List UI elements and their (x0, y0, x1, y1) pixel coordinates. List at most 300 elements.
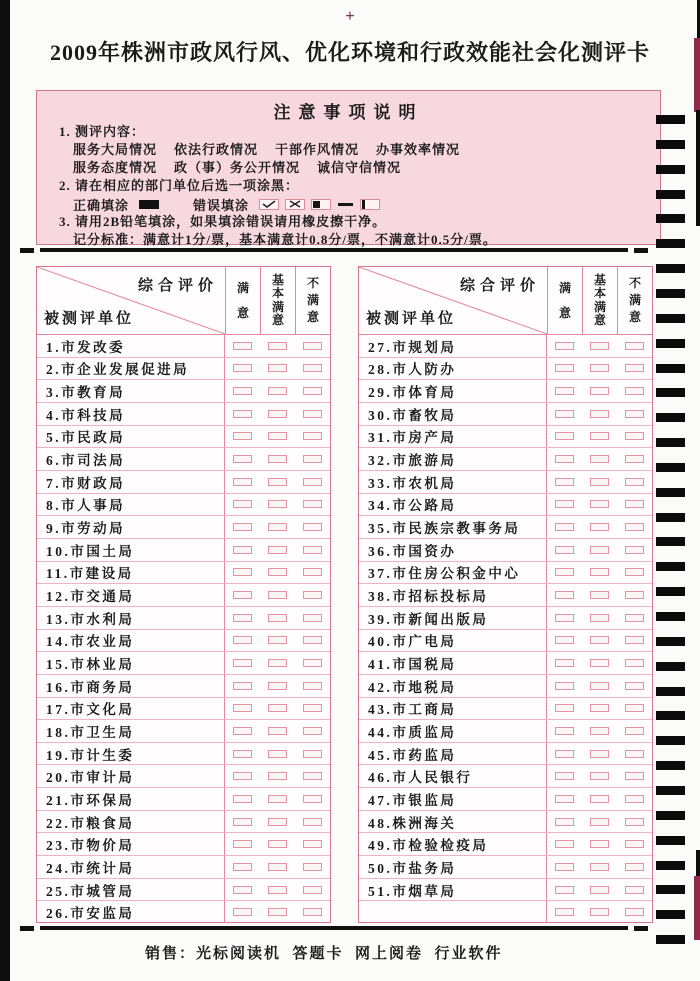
bubble-basic-satisfied[interactable] (268, 523, 287, 531)
bubble-unsatisfied[interactable] (303, 523, 322, 531)
unit-name: 2.市企业发展促进局 (37, 358, 225, 380)
bubble-basic-satisfied[interactable] (268, 863, 287, 871)
rating-cell (225, 584, 260, 606)
bubble-basic-satisfied[interactable] (590, 455, 609, 463)
column-header-label: 基本满意 (271, 272, 284, 327)
table-row (359, 515, 652, 538)
rating-cell (295, 562, 330, 584)
bubble-unsatisfied[interactable] (625, 500, 644, 508)
unit-name: 22.市粮食局 (37, 811, 225, 833)
unit-name: 36.市国资办 (359, 539, 547, 561)
bubble-unsatisfied[interactable] (303, 546, 322, 554)
bubble-satisfied[interactable] (555, 908, 574, 916)
rating-cell (582, 584, 617, 606)
rating-cell (225, 562, 260, 584)
bubble-satisfied[interactable] (233, 591, 252, 599)
rating-cell (260, 698, 295, 720)
separator-dash (20, 926, 34, 931)
rating-cell (547, 448, 582, 470)
bubble-basic-satisfied[interactable] (590, 478, 609, 486)
bubble-satisfied[interactable] (233, 500, 252, 508)
timing-mark (656, 662, 685, 671)
timing-mark (656, 587, 685, 596)
rating-cell (617, 494, 652, 516)
bubble-basic-satisfied[interactable] (590, 704, 609, 712)
bubble-satisfied[interactable] (233, 682, 252, 690)
rating-cell (225, 471, 260, 493)
bubble-unsatisfied[interactable] (303, 455, 322, 463)
bubble-unsatisfied[interactable] (303, 750, 322, 758)
bubble-basic-satisfied[interactable] (590, 908, 609, 916)
table-row (37, 674, 330, 697)
bubble-satisfied[interactable] (555, 478, 574, 486)
bubble-satisfied[interactable] (233, 908, 252, 916)
header-corner-cell (359, 267, 548, 334)
bubble-basic-satisfied[interactable] (268, 840, 287, 848)
rating-cell (260, 833, 295, 855)
wrong-fill-label: 错误填涂 (193, 197, 250, 213)
bubble-unsatisfied[interactable] (303, 908, 322, 916)
corner-label-evaluation: 综合评价 (137, 278, 218, 294)
unit-name: 7.市财政局 (37, 471, 225, 493)
bubble-unsatisfied[interactable] (625, 659, 644, 667)
bubble-satisfied[interactable] (555, 614, 574, 622)
unit-name: 20.市审计局 (37, 765, 225, 787)
bubble-satisfied[interactable] (233, 727, 252, 735)
timing-mark (656, 711, 685, 720)
bubble-satisfied[interactable] (233, 523, 252, 531)
unit-name: 15.市林业局 (37, 652, 225, 674)
table-row (359, 742, 652, 765)
bubble-basic-satisfied[interactable] (268, 591, 287, 599)
bubble-unsatisfied[interactable] (303, 591, 322, 599)
bubble-satisfied[interactable] (555, 364, 574, 372)
rating-cell (582, 698, 617, 720)
bubble-basic-satisfied[interactable] (268, 455, 287, 463)
bubble-unsatisfied[interactable] (625, 682, 644, 690)
bubble-basic-satisfied[interactable] (268, 342, 287, 350)
bubble-unsatisfied[interactable] (625, 614, 644, 622)
bubble-basic-satisfied[interactable] (268, 908, 287, 916)
timing-mark (656, 314, 685, 323)
rating-cell (260, 788, 295, 810)
bubble-unsatisfied[interactable] (303, 478, 322, 486)
bubble-unsatisfied[interactable] (625, 750, 644, 758)
timing-mark (656, 761, 685, 770)
bubble-unsatisfied[interactable] (625, 636, 644, 644)
rating-cell (617, 426, 652, 448)
bubble-unsatisfied[interactable] (625, 908, 644, 916)
wrong-mark-dash-icon (338, 203, 353, 206)
bubble-satisfied[interactable] (555, 818, 574, 826)
bubble-basic-satisfied[interactable] (590, 591, 609, 599)
timing-mark (656, 612, 685, 621)
bubble-satisfied[interactable] (555, 342, 574, 350)
bubble-satisfied[interactable] (233, 614, 252, 622)
bubble-satisfied[interactable] (233, 863, 252, 871)
bubble-satisfied[interactable] (555, 636, 574, 644)
bubble-satisfied[interactable] (233, 818, 252, 826)
bubble-basic-satisfied[interactable] (268, 659, 287, 667)
rating-cell (225, 743, 260, 765)
rating-cell (295, 652, 330, 674)
bubble-basic-satisfied[interactable] (590, 342, 609, 350)
bubble-unsatisfied[interactable] (303, 342, 322, 350)
bubble-satisfied[interactable] (555, 682, 574, 690)
rating-cell (295, 471, 330, 493)
rating-cell (617, 765, 652, 787)
bubble-unsatisfied[interactable] (625, 546, 644, 554)
bubble-unsatisfied[interactable] (303, 682, 322, 690)
bubble-satisfied[interactable] (555, 704, 574, 712)
rating-cell (547, 788, 582, 810)
rating-cell (547, 879, 582, 901)
bubble-satisfied[interactable] (233, 364, 252, 372)
table-row (37, 335, 330, 357)
bubble-unsatisfied[interactable] (625, 455, 644, 463)
rating-cell (225, 539, 260, 561)
bubble-unsatisfied[interactable] (303, 840, 322, 848)
table-row (359, 561, 652, 584)
bubble-satisfied[interactable] (233, 772, 252, 780)
rating-cell (225, 811, 260, 833)
table-row (37, 810, 330, 833)
timing-mark (656, 388, 685, 397)
timing-mark (656, 562, 685, 571)
bubble-unsatisfied[interactable] (625, 795, 644, 803)
bubble-basic-satisfied[interactable] (268, 387, 287, 395)
table-row (359, 357, 652, 380)
bubble-basic-satisfied[interactable] (268, 478, 287, 486)
rating-cell (225, 720, 260, 742)
rating-cell (617, 698, 652, 720)
unit-name: 37.市住房公积金中心 (359, 562, 547, 584)
bubble-basic-satisfied[interactable] (268, 795, 287, 803)
bubble-satisfied[interactable] (233, 546, 252, 554)
bubble-basic-satisfied[interactable] (590, 546, 609, 554)
rating-cell (295, 698, 330, 720)
bubble-satisfied[interactable] (555, 568, 574, 576)
rating-cell (295, 584, 330, 606)
bubble-unsatisfied[interactable] (625, 432, 644, 440)
unit-name: 28.市人防办 (359, 358, 547, 380)
unit-name: 26.市安监局 (37, 901, 225, 923)
rating-cell (547, 720, 582, 742)
bubble-satisfied[interactable] (233, 432, 252, 440)
rating-cell (582, 743, 617, 765)
rating-cell (225, 698, 260, 720)
bubble-satisfied[interactable] (233, 342, 252, 350)
bubble-unsatisfied[interactable] (303, 886, 322, 894)
bubble-basic-satisfied[interactable] (268, 750, 287, 758)
bubble-satisfied[interactable] (233, 410, 252, 418)
separator-line (40, 926, 628, 930)
bubble-basic-satisfied[interactable] (268, 364, 287, 372)
bubble-satisfied[interactable] (233, 704, 252, 712)
bubble-unsatisfied[interactable] (625, 591, 644, 599)
bubble-unsatisfied[interactable] (625, 568, 644, 576)
bubble-satisfied[interactable] (555, 727, 574, 735)
table-row (359, 900, 652, 923)
unit-name: 12.市交通局 (37, 584, 225, 606)
survey-table-right (358, 266, 653, 923)
bubble-unsatisfied[interactable] (303, 364, 322, 372)
separator-dash (634, 248, 648, 253)
timing-mark (656, 115, 685, 124)
rating-cell (225, 403, 260, 425)
rating-cell (295, 448, 330, 470)
bubble-unsatisfied[interactable] (303, 387, 322, 395)
rating-cell (582, 403, 617, 425)
bubble-unsatisfied[interactable] (625, 387, 644, 395)
bubble-satisfied[interactable] (233, 478, 252, 486)
rating-cell (295, 765, 330, 787)
rating-cell (260, 765, 295, 787)
bubble-basic-satisfied[interactable] (268, 818, 287, 826)
table-row (359, 651, 652, 674)
notice-item-2: 2. 请在相应的部门单位后选一项涂黑： (59, 178, 300, 193)
bubble-satisfied[interactable] (555, 659, 574, 667)
bubble-basic-satisfied[interactable] (268, 546, 287, 554)
bubble-basic-satisfied[interactable] (590, 863, 609, 871)
bubble-basic-satisfied[interactable] (590, 432, 609, 440)
bubble-basic-satisfied[interactable] (590, 840, 609, 848)
bubble-unsatisfied[interactable] (303, 659, 322, 667)
table-row (37, 651, 330, 674)
bubble-satisfied[interactable] (555, 546, 574, 554)
bubble-satisfied[interactable] (233, 795, 252, 803)
rating-cell (260, 403, 295, 425)
bubble-satisfied[interactable] (233, 659, 252, 667)
table-row (359, 583, 652, 606)
rating-cell (225, 426, 260, 448)
timing-mark (656, 637, 685, 646)
bubble-unsatisfied[interactable] (625, 863, 644, 871)
rating-cell (617, 788, 652, 810)
bubble-basic-satisfied[interactable] (268, 772, 287, 780)
rating-cell (295, 879, 330, 901)
table-row (359, 629, 652, 652)
rating-cell (547, 765, 582, 787)
table-body (37, 335, 330, 923)
rating-cell (260, 584, 295, 606)
scan-right-edge (696, 110, 700, 226)
rating-cell (582, 426, 617, 448)
unit-name: 50.市盐务局 (359, 856, 547, 878)
notice-title: 注意事项说明 (273, 103, 424, 122)
unit-name: 41.市国税局 (359, 652, 547, 674)
bubble-basic-satisfied[interactable] (590, 614, 609, 622)
bubble-basic-satisfied[interactable] (268, 410, 287, 418)
timing-mark (656, 736, 685, 745)
unit-name: 3.市教育局 (37, 380, 225, 402)
table-header (37, 267, 330, 335)
bubble-unsatisfied[interactable] (303, 636, 322, 644)
unit-name: 38.市招标投标局 (359, 584, 547, 606)
rating-cell (295, 901, 330, 923)
bubble-basic-satisfied[interactable] (590, 568, 609, 576)
bubble-satisfied[interactable] (233, 840, 252, 848)
bubble-satisfied[interactable] (555, 591, 574, 599)
rating-cell (547, 380, 582, 402)
bubble-satisfied[interactable] (555, 432, 574, 440)
bubble-satisfied[interactable] (233, 568, 252, 576)
rating-cell (617, 811, 652, 833)
correct-fill-label: 正确填涂 (73, 197, 130, 213)
rating-cell (225, 607, 260, 629)
unit-name: 51.市烟草局 (359, 879, 547, 901)
bubble-satisfied[interactable] (233, 455, 252, 463)
rating-cell (582, 901, 617, 923)
bubble-basic-satisfied[interactable] (590, 410, 609, 418)
bubble-unsatisfied[interactable] (303, 568, 322, 576)
rating-cell (547, 562, 582, 584)
bubble-unsatisfied[interactable] (625, 364, 644, 372)
bubble-basic-satisfied[interactable] (268, 614, 287, 622)
bubble-basic-satisfied[interactable] (590, 772, 609, 780)
bubble-unsatisfied[interactable] (303, 795, 322, 803)
fill-examples-row (37, 195, 660, 213)
bubble-satisfied[interactable] (233, 886, 252, 894)
bubble-basic-satisfied[interactable] (590, 364, 609, 372)
bubble-unsatisfied[interactable] (625, 772, 644, 780)
rating-cell (617, 879, 652, 901)
separator-dash (634, 926, 648, 931)
unit-name: 9.市劳动局 (37, 516, 225, 538)
unit-name: 46.市人民银行 (359, 765, 547, 787)
bubble-satisfied[interactable] (555, 410, 574, 418)
table-row (37, 742, 330, 765)
bubble-satisfied[interactable] (233, 636, 252, 644)
bubble-unsatisfied[interactable] (625, 727, 644, 735)
bubble-unsatisfied[interactable] (625, 523, 644, 531)
bubble-unsatisfied[interactable] (625, 704, 644, 712)
bubble-satisfied[interactable] (555, 455, 574, 463)
timing-mark (656, 413, 685, 422)
bubble-basic-satisfied[interactable] (268, 727, 287, 735)
bubble-unsatisfied[interactable] (625, 410, 644, 418)
bubble-unsatisfied[interactable] (625, 342, 644, 350)
bubble-basic-satisfied[interactable] (590, 727, 609, 735)
bubble-basic-satisfied[interactable] (268, 432, 287, 440)
table-row (37, 515, 330, 538)
bubble-basic-satisfied[interactable] (590, 818, 609, 826)
bubble-unsatisfied[interactable] (303, 704, 322, 712)
table-row (359, 379, 652, 402)
column-header-basic-satisfied (582, 267, 617, 334)
registration-cross-mark: + (345, 6, 355, 25)
bubble-basic-satisfied[interactable] (268, 636, 287, 644)
table-row (37, 878, 330, 901)
unit-name: 35.市民族宗教事务局 (359, 516, 547, 538)
bubble-basic-satisfied[interactable] (268, 568, 287, 576)
bubble-basic-satisfied[interactable] (268, 704, 287, 712)
bubble-unsatisfied[interactable] (303, 614, 322, 622)
bubble-unsatisfied[interactable] (625, 840, 644, 848)
unit-name: 25.市城管局 (37, 879, 225, 901)
rating-cell (295, 675, 330, 697)
bubble-unsatisfied[interactable] (303, 818, 322, 826)
bubble-basic-satisfied[interactable] (590, 387, 609, 395)
rating-cell (225, 788, 260, 810)
notice-item-1: 1. 测评内容： (59, 124, 146, 139)
rating-cell (582, 630, 617, 652)
bubble-unsatisfied[interactable] (625, 478, 644, 486)
bubble-basic-satisfied[interactable] (590, 750, 609, 758)
wrong-mark-check-icon (259, 199, 279, 210)
bubble-basic-satisfied[interactable] (590, 659, 609, 667)
table-row (37, 402, 330, 425)
bubble-satisfied[interactable] (233, 750, 252, 758)
bubble-unsatisfied[interactable] (625, 818, 644, 826)
table-row (359, 787, 652, 810)
bubble-unsatisfied[interactable] (303, 500, 322, 508)
bubble-basic-satisfied[interactable] (590, 523, 609, 531)
rating-cell (295, 607, 330, 629)
bubble-unsatisfied[interactable] (303, 727, 322, 735)
timing-mark (656, 687, 685, 696)
bubble-basic-satisfied[interactable] (590, 886, 609, 894)
rating-cell (225, 380, 260, 402)
bubble-satisfied[interactable] (233, 387, 252, 395)
bubble-basic-satisfied[interactable] (268, 500, 287, 508)
rating-cell (547, 539, 582, 561)
rating-cell (547, 471, 582, 493)
bubble-unsatisfied[interactable] (303, 772, 322, 780)
column-header-label: 不满意 (628, 276, 641, 324)
bubble-satisfied[interactable] (555, 523, 574, 531)
bubble-basic-satisfied[interactable] (268, 682, 287, 690)
bubble-unsatisfied[interactable] (303, 863, 322, 871)
bubble-satisfied[interactable] (555, 863, 574, 871)
bubble-basic-satisfied[interactable] (590, 795, 609, 803)
timing-mark (656, 885, 685, 894)
unit-name: 24.市统计局 (37, 856, 225, 878)
bubble-unsatisfied[interactable] (625, 886, 644, 894)
bubble-satisfied[interactable] (555, 886, 574, 894)
bubble-satisfied[interactable] (555, 840, 574, 848)
bubble-basic-satisfied[interactable] (268, 886, 287, 894)
rating-cell (582, 448, 617, 470)
rating-cell (547, 833, 582, 855)
rating-cell (617, 380, 652, 402)
bubble-unsatisfied[interactable] (303, 410, 322, 418)
rating-cell (617, 539, 652, 561)
bubble-satisfied[interactable] (555, 772, 574, 780)
timing-mark (656, 239, 685, 248)
rating-cell (225, 516, 260, 538)
rating-cell (617, 448, 652, 470)
column-header-label: 满意 (236, 280, 249, 320)
bubble-basic-satisfied[interactable] (590, 682, 609, 690)
bubble-satisfied[interactable] (555, 750, 574, 758)
table-body (359, 335, 652, 923)
rating-cell (260, 811, 295, 833)
bubble-satisfied[interactable] (555, 387, 574, 395)
rating-cell (225, 856, 260, 878)
rating-cell (617, 335, 652, 357)
bubble-basic-satisfied[interactable] (590, 500, 609, 508)
bubble-satisfied[interactable] (555, 500, 574, 508)
unit-name: 19.市计生委 (37, 743, 225, 765)
table-row (37, 719, 330, 742)
column-header-label: 满意 (558, 280, 571, 320)
bubble-satisfied[interactable] (555, 795, 574, 803)
table-row (359, 878, 652, 901)
table-row (359, 810, 652, 833)
bubble-unsatisfied[interactable] (303, 432, 322, 440)
bubble-basic-satisfied[interactable] (590, 636, 609, 644)
